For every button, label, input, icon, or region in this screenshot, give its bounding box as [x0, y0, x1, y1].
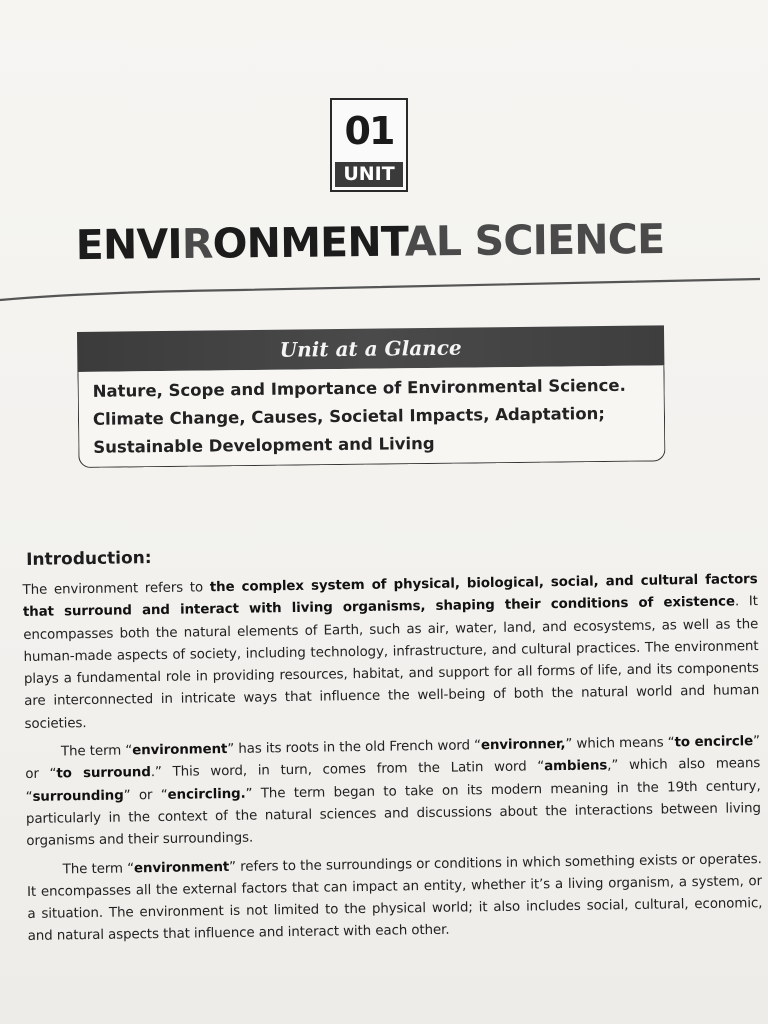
chapter-title-part: R [181, 219, 213, 268]
chapter-title-part: ENVI [75, 219, 183, 270]
glance-heading: Unit at a Glance [77, 325, 664, 372]
text-run: The term “ [62, 860, 135, 877]
glance-body [77, 365, 665, 468]
chapter-title-part: AL SCIENCE [404, 214, 665, 266]
text-run: ” has its roots in the old French word “ [227, 738, 482, 758]
paragraph [25, 731, 762, 853]
title-underline [0, 0, 768, 320]
paragraph [27, 849, 763, 949]
text-run: The term “ [60, 743, 133, 760]
text-run: The environment refers to [22, 580, 210, 598]
text-run: ” refers to the surroundings or conditions in which something exists or operates. It encompasses all the external factors that can impact an entity, whether it’s a living organism, a system, or a situation. The environment is not limited to the physical world; it also includes social, cultural, economic, and natural aspects that influence and interact with each other. [26, 851, 763, 945]
bold-run: encircling. [167, 786, 246, 803]
unit-number: 01 [344, 109, 394, 153]
bold-run: environment [132, 742, 228, 759]
paragraph [22, 569, 759, 736]
chapter-title-part: ONMENT [212, 217, 406, 268]
unit-label: UNIT [335, 162, 403, 187]
bold-run: to encircle [674, 734, 754, 751]
bold-run: to surround [56, 765, 151, 782]
text-run: ” or “ [123, 787, 168, 804]
text-run: .” This word, in turn, comes from the Latin word “ [150, 759, 545, 781]
text-run: . It encompasses both the natural elements of Earth, such as air, water, land, and ecosystems, as well as the human-made aspects of society, including technology, infrastructure, and cultural practices. The environment plays a fundamental role in providing resources, habitat, and support for all forms of life, and its components are interconnected in intricate ways that influence the well-being of both the natural world and human societies. [23, 594, 760, 732]
title-underline-path [0, 279, 760, 300]
bold-run: ambiens [544, 758, 608, 775]
introduction-heading: Introduction: [25, 548, 152, 570]
unit-at-a-glance-box [77, 325, 666, 472]
text-run: ” The term began to take on its modern meaning in the 19th century, particularly in the context of the natural sciences and discussions about the interactions between living organisms and their surroundings. [25, 778, 762, 850]
text-run: ” or “ [25, 734, 761, 783]
glance-topic: Nature, Scope and Importance of Environmental Science. [92, 375, 626, 401]
text-run: ” which means “ [565, 735, 675, 753]
glance-topic: Sustainable Development and Living [93, 433, 435, 457]
bold-run: surrounding [32, 788, 124, 805]
glance-topic: Climate Change, Causes, Societal Impacts, Adaptation; [92, 404, 606, 429]
bold-run: environment [133, 859, 230, 876]
introduction-section [22, 539, 763, 955]
bold-run: environner, [480, 737, 566, 754]
text-run: ,” which also means “ [25, 756, 761, 805]
bold-run: the complex system of physical, biological, social, and cultural factors that surround and interact with living organisms, shaping their conditions of existence [22, 572, 758, 621]
